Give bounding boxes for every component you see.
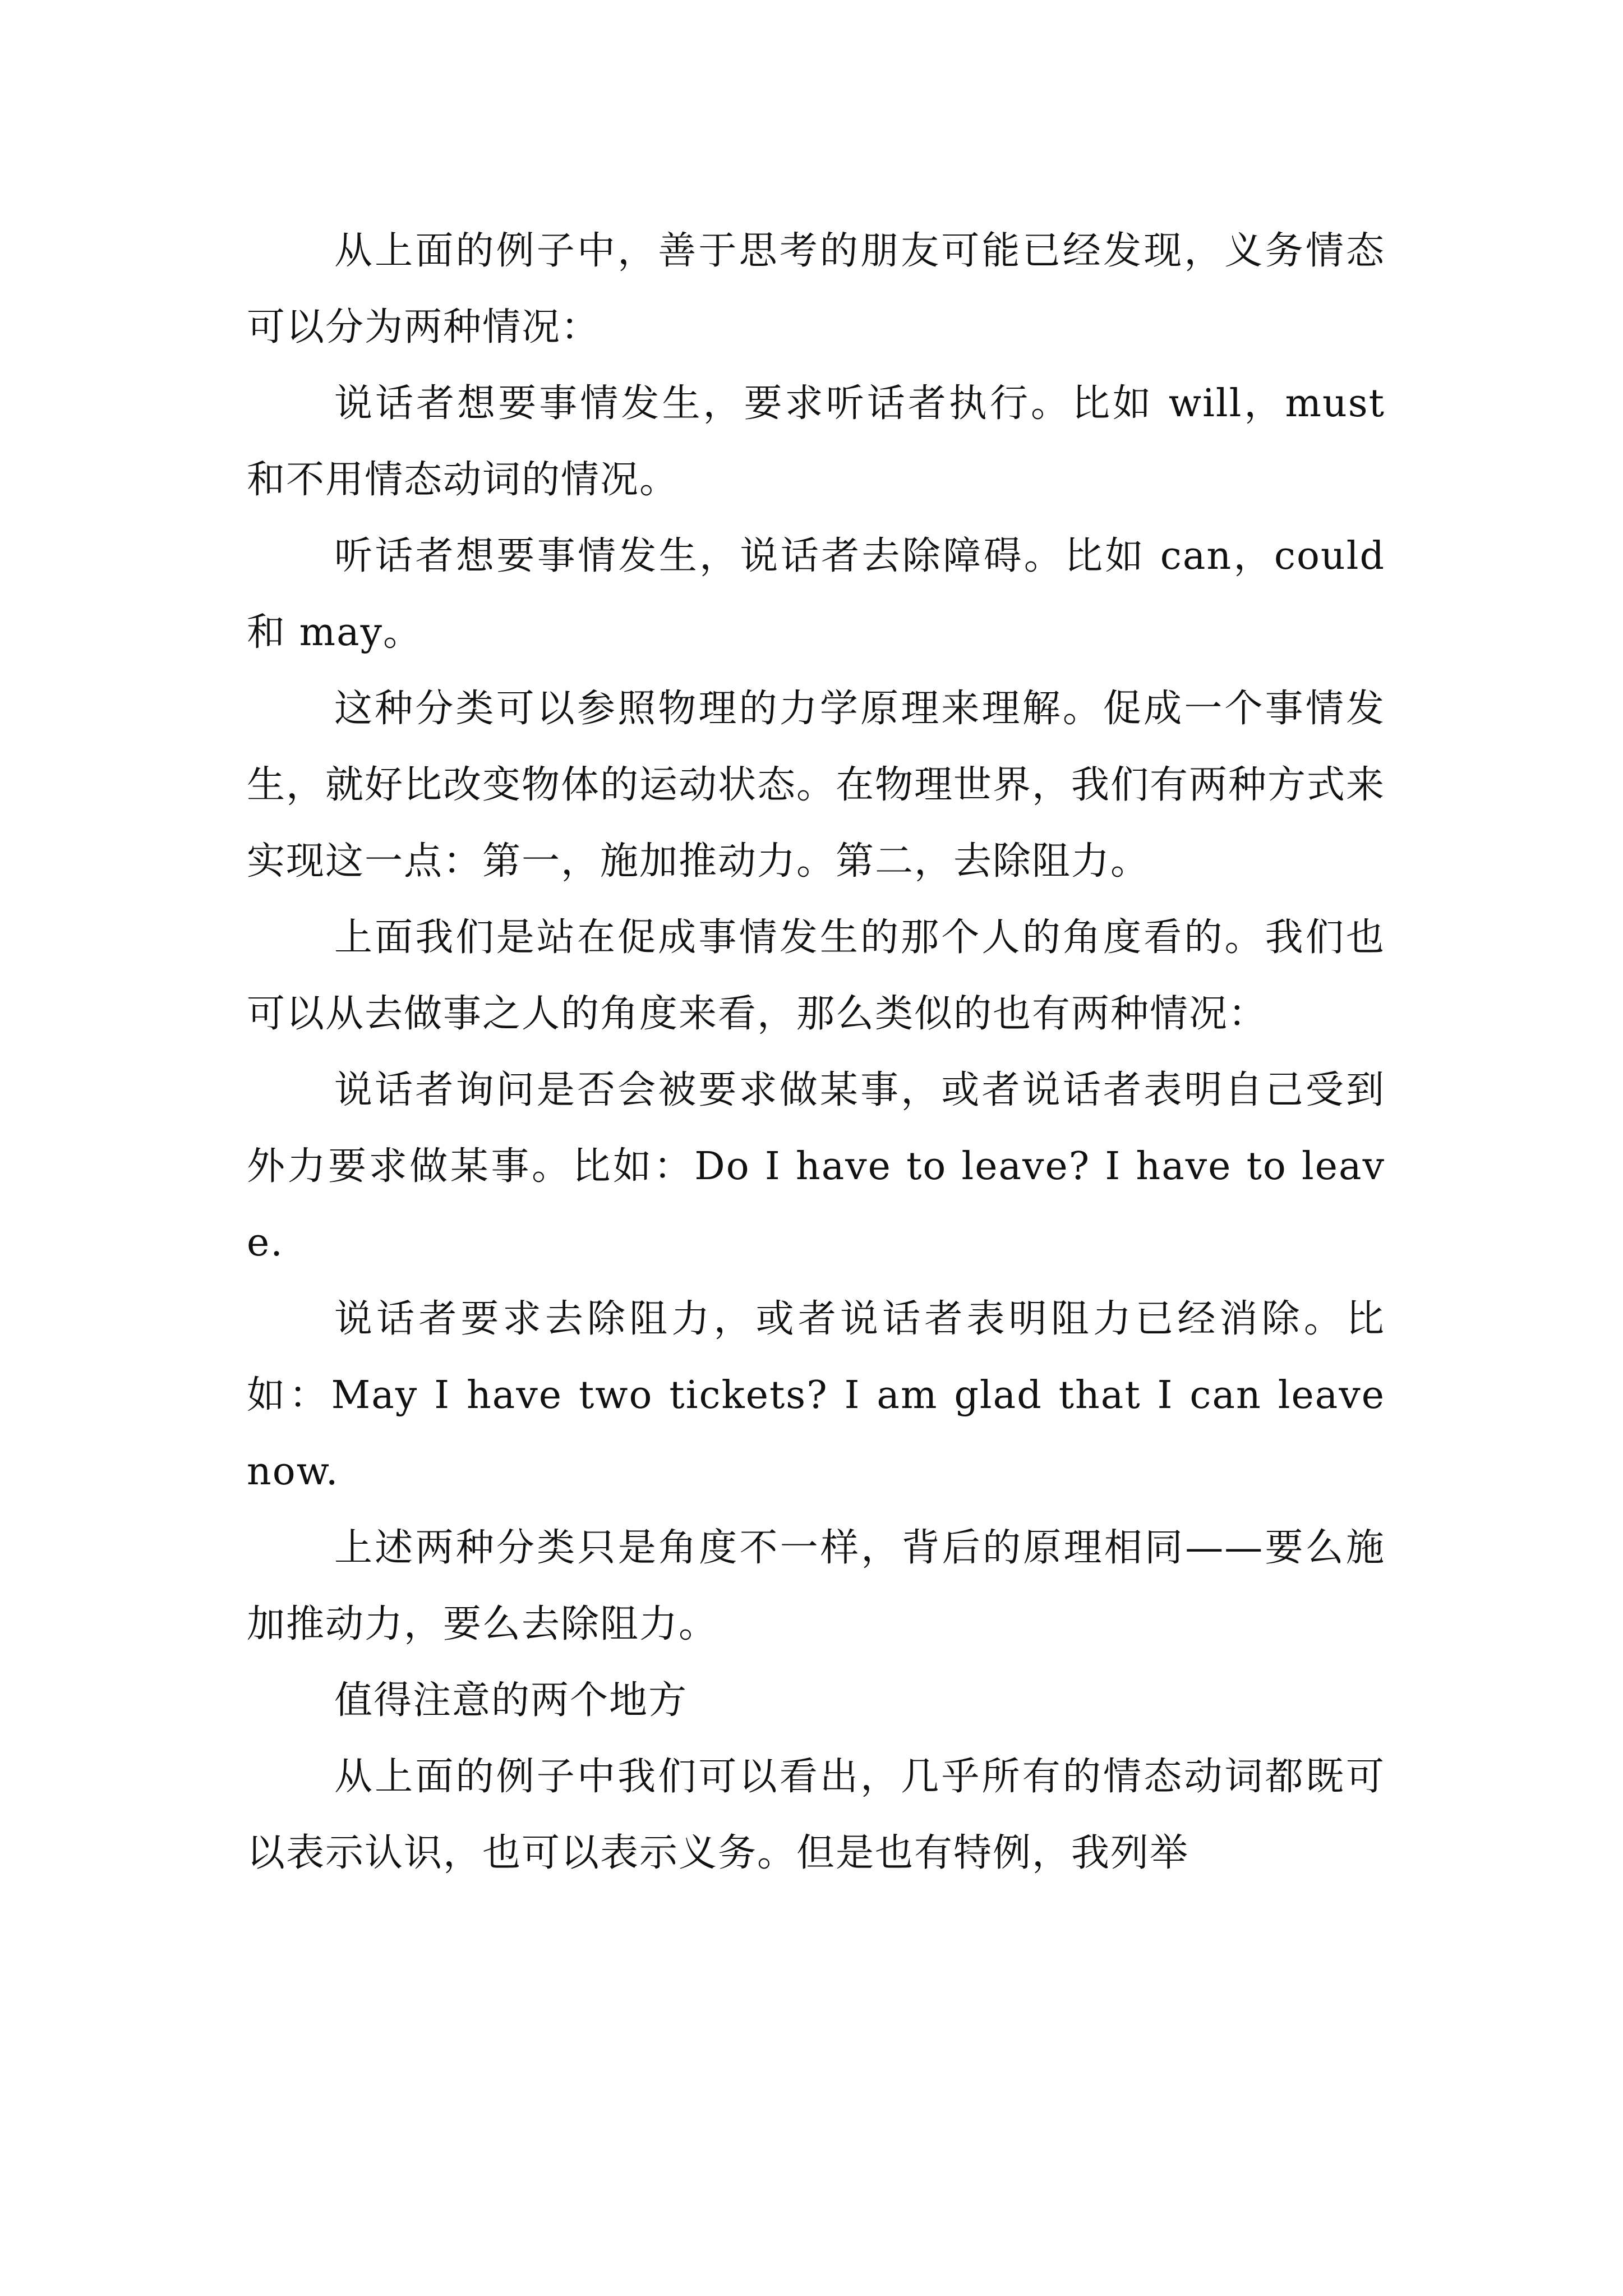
paragraph: 说话者想要事情发生，要求听话者执行。比如 will，must 和不用情态动词的情况。	[247, 381, 1385, 502]
paragraph: 上面我们是站在促成事情发生的那个人的角度看的。我们也可以从去做事之人的角度来看，那么类似的也有两种情况：	[247, 915, 1385, 1036]
paragraph: 说话者询问是否会被要求做某事，或者说话者表明自己受到外力要求做某事。比如：Do I have to leave? I have to leave.	[247, 1068, 1385, 1265]
paragraph: 从上面的例子中，善于思考的朋友可能已经发现，义务情态可以分为两种情况：	[247, 229, 1385, 349]
document-body	[247, 213, 1385, 1892]
paragraph: 说话者要求去除阻力，或者说话者表明阻力已经消除。比如：May I have two tickets? I am glad that I can leave now.	[247, 1297, 1385, 1494]
paragraph: 上述两种分类只是角度不一样，背后的原理相同——要么施加推动力，要么去除阻力。	[247, 1526, 1385, 1646]
paragraph: 从上面的例子中我们可以看出，几乎所有的情态动词都既可以表示认识，也可以表示义务。但是也有特例，我列举	[247, 1755, 1385, 1875]
paragraph: 这种分类可以参照物理的力学原理来理解。促成一个事情发生，就好比改变物体的运动状态。在物理世界，我们有两种方式来实现这一点：第一，施加推动力。第二，去除阻力。	[247, 687, 1386, 884]
section-heading: 值得注意的两个地方	[334, 1678, 688, 1723]
paragraph: 听话者想要事情发生，说话者去除障碍。比如 can，could 和 may。	[247, 534, 1385, 655]
